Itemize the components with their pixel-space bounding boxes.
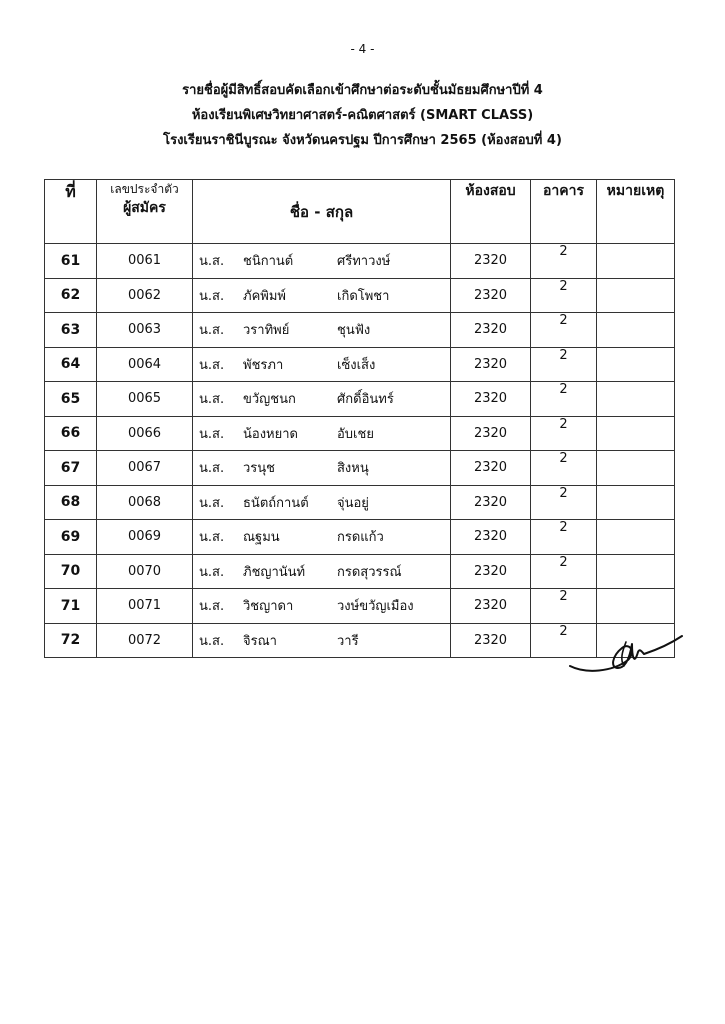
building: 2 — [531, 347, 597, 382]
document-title — [0, 78, 725, 153]
last-name: ศรีทาวงษ์ — [337, 254, 391, 270]
applicant-id: 0063 — [97, 313, 193, 348]
row-number: 69 — [45, 520, 97, 555]
applicant-id: 0065 — [97, 382, 193, 417]
applicant-name — [193, 554, 451, 589]
row-number: 68 — [45, 485, 97, 520]
applicant-id: 0069 — [97, 520, 193, 555]
name-prefix: น.ส. — [199, 599, 225, 615]
first-name: น้องหยาด — [243, 426, 298, 442]
first-name: วรนุช — [243, 461, 275, 477]
applicant-id: 0071 — [97, 589, 193, 624]
note — [597, 416, 675, 451]
first-name: จิรณา — [243, 633, 277, 649]
first-name: ธนัตถ์กานต์ — [243, 495, 309, 511]
header-note: หมายเหตุ — [597, 180, 675, 244]
last-name: จุ่นอยู่ — [337, 495, 369, 511]
last-name: เกิดโพชา — [337, 288, 390, 304]
note — [597, 451, 675, 486]
exam-room: 2320 — [451, 313, 531, 348]
applicant-id: 0067 — [97, 451, 193, 486]
table-row — [45, 347, 675, 382]
first-name: ณฐมน — [243, 530, 280, 546]
last-name: อับเชย — [337, 426, 374, 442]
applicant-id: 0064 — [97, 347, 193, 382]
row-number: 64 — [45, 347, 97, 382]
applicant-name — [193, 313, 451, 348]
exam-room: 2320 — [451, 520, 531, 555]
name-prefix: น.ส. — [199, 357, 225, 373]
applicant-name — [193, 451, 451, 486]
building: 2 — [531, 554, 597, 589]
applicant-name — [193, 623, 451, 658]
row-number: 70 — [45, 554, 97, 589]
note — [597, 382, 675, 417]
applicant-id: 0068 — [97, 485, 193, 520]
header-applicant-id-line1: เลขประจำตัว — [110, 182, 179, 196]
table-body — [45, 244, 675, 658]
page-number: - 4 - — [350, 42, 375, 56]
applicant-name — [193, 278, 451, 313]
first-name: พัชรภา — [243, 357, 284, 373]
header-applicant-id — [97, 180, 193, 244]
note — [597, 554, 675, 589]
row-number: 61 — [45, 244, 97, 279]
table-row — [45, 313, 675, 348]
building: 2 — [531, 451, 597, 486]
last-name: สิงหนุ — [337, 461, 369, 477]
name-prefix: น.ส. — [199, 495, 225, 511]
name-prefix: น.ส. — [199, 426, 225, 442]
note — [597, 278, 675, 313]
last-name: เซ็งเส็ง — [337, 357, 376, 373]
name-prefix: น.ส. — [199, 530, 225, 546]
applicant-name — [193, 416, 451, 451]
name-prefix: น.ส. — [199, 392, 225, 408]
building: 2 — [531, 589, 597, 624]
applicant-id: 0070 — [97, 554, 193, 589]
applicant-id: 0072 — [97, 623, 193, 658]
row-number: 67 — [45, 451, 97, 486]
row-number: 65 — [45, 382, 97, 417]
last-name: ศักดิ์อินทร์ — [337, 392, 394, 408]
note — [597, 520, 675, 555]
name-prefix: น.ส. — [199, 254, 225, 270]
table-row — [45, 589, 675, 624]
exam-room: 2320 — [451, 382, 531, 417]
note — [597, 244, 675, 279]
row-number: 62 — [45, 278, 97, 313]
exam-room: 2320 — [451, 244, 531, 279]
exam-room: 2320 — [451, 623, 531, 658]
note — [597, 313, 675, 348]
title-line-1: รายชื่อผู้มีสิทธิ์สอบคัดเลือกเข้าศึกษาต่อระดับชั้นมัธยมศึกษาปีที่ 4 — [182, 83, 543, 98]
table-row — [45, 520, 675, 555]
last-name: วารี — [337, 633, 359, 649]
note — [597, 347, 675, 382]
applicant-name — [193, 382, 451, 417]
signature-icon — [566, 622, 690, 678]
building: 2 — [531, 382, 597, 417]
building: 2 — [531, 623, 597, 658]
title-line-3: โรงเรียนราชินีบูรณะ จังหวัดนครปฐม ปีการศึกษา 2565 (ห้องสอบที่ 4) — [163, 133, 562, 148]
table-row — [45, 451, 675, 486]
header-exam-room: ห้องสอบ — [451, 180, 531, 244]
exam-room: 2320 — [451, 278, 531, 313]
name-prefix: น.ส. — [199, 323, 225, 339]
applicant-name — [193, 485, 451, 520]
row-number: 63 — [45, 313, 97, 348]
exam-room: 2320 — [451, 554, 531, 589]
first-name: ภัคพิมพ์ — [243, 288, 286, 304]
header-applicant-id-line2: ผู้สมัคร — [123, 200, 166, 216]
exam-room: 2320 — [451, 589, 531, 624]
building: 2 — [531, 520, 597, 555]
name-prefix: น.ส. — [199, 564, 225, 580]
name-prefix: น.ส. — [199, 633, 225, 649]
applicant-name — [193, 244, 451, 279]
first-name: ภิชญานันท์ — [243, 564, 306, 580]
exam-room: 2320 — [451, 416, 531, 451]
applicant-id: 0062 — [97, 278, 193, 313]
first-name: ขวัญชนก — [243, 392, 296, 408]
exam-room: 2320 — [451, 485, 531, 520]
first-name: วิชญาดา — [243, 599, 294, 615]
table-row — [45, 416, 675, 451]
title-line-2: ห้องเรียนพิเศษวิทยาศาสตร์-คณิตศาสตร์ (SMART CLASS) — [191, 108, 534, 123]
table-header-row — [45, 180, 675, 244]
building: 2 — [531, 485, 597, 520]
first-name: ชนิกานต์ — [243, 254, 294, 270]
applicant-id: 0061 — [97, 244, 193, 279]
header-building: อาคาร — [531, 180, 597, 244]
applicant-table — [44, 179, 675, 658]
header-name: ชื่อ - สกุล — [193, 180, 451, 244]
applicant-name — [193, 589, 451, 624]
first-name: วราทิพย์ — [243, 323, 290, 339]
building: 2 — [531, 244, 597, 279]
last-name: วงษ์ขวัญเมือง — [337, 599, 414, 615]
building: 2 — [531, 278, 597, 313]
table-row — [45, 244, 675, 279]
applicant-name — [193, 347, 451, 382]
last-name: ชุนฟัง — [337, 323, 371, 339]
table-row — [45, 554, 675, 589]
note — [597, 485, 675, 520]
last-name: กรดสุวรรณ์ — [337, 564, 402, 580]
row-number: 72 — [45, 623, 97, 658]
name-prefix: น.ส. — [199, 288, 225, 304]
header-no: ที่ — [45, 180, 97, 244]
table-row — [45, 278, 675, 313]
name-prefix: น.ส. — [199, 461, 225, 477]
exam-room: 2320 — [451, 451, 531, 486]
row-number: 66 — [45, 416, 97, 451]
table-row — [45, 485, 675, 520]
building: 2 — [531, 313, 597, 348]
exam-room: 2320 — [451, 347, 531, 382]
row-number: 71 — [45, 589, 97, 624]
note — [597, 589, 675, 624]
applicant-name — [193, 520, 451, 555]
last-name: กรดแก้ว — [337, 530, 384, 546]
building: 2 — [531, 416, 597, 451]
table-row — [45, 382, 675, 417]
applicant-id: 0066 — [97, 416, 193, 451]
